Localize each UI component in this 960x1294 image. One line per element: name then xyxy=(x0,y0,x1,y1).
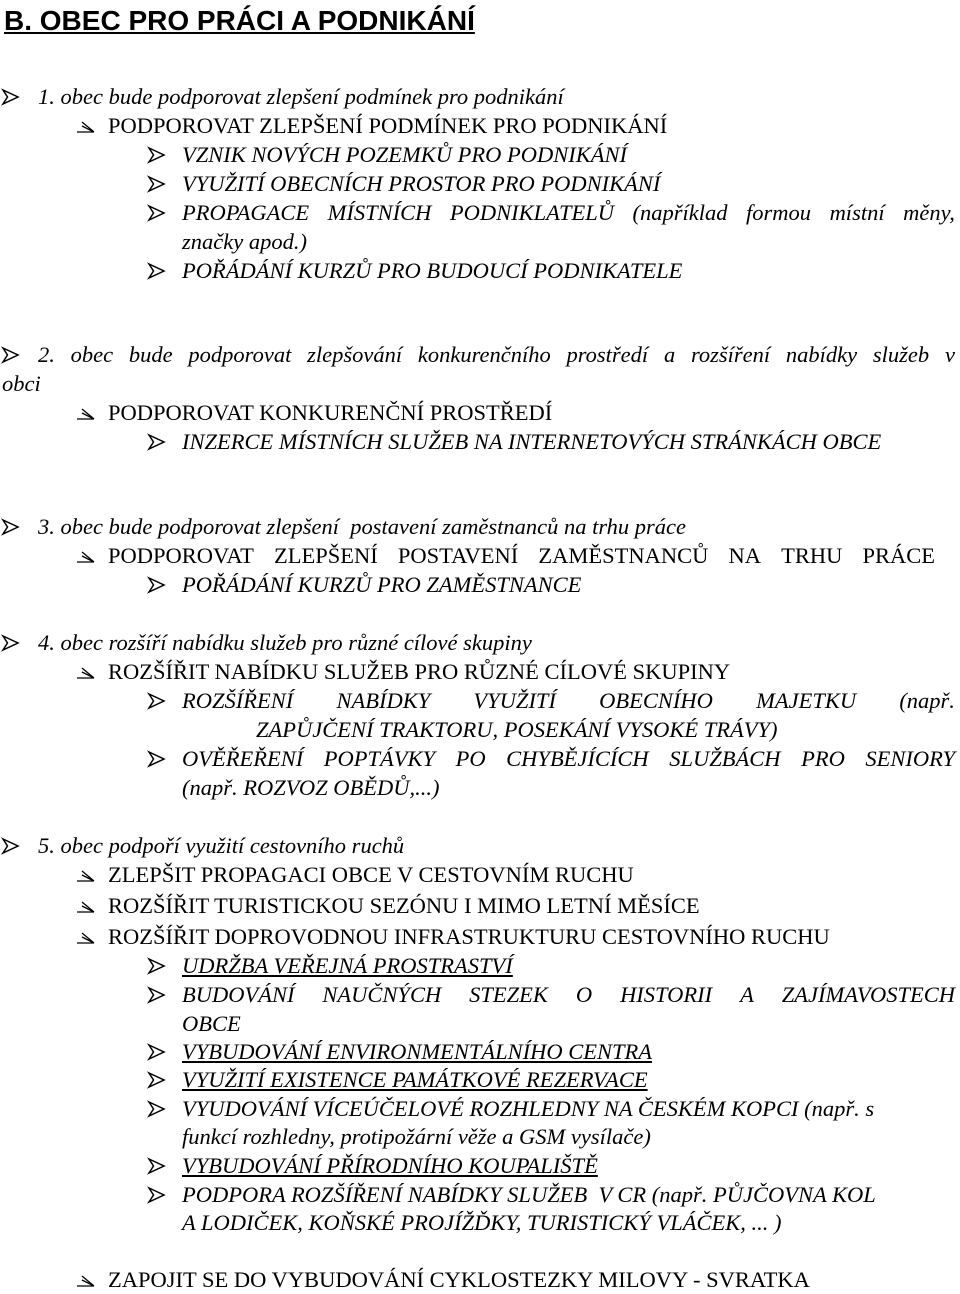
activity-5-3: VYBUDOVÁNÍ ENVIRONMENTÁLNÍHO CENTRA xyxy=(182,1039,652,1064)
hook-arrow-icon xyxy=(74,547,96,565)
arrowhead-bullet-icon xyxy=(146,433,168,451)
hook-arrow-icon xyxy=(74,117,96,135)
measure-5-2: ROZŠÍŘIT TURISTICKOU SEZÓNU I MIMO LETNÍ MĚSÍCE xyxy=(108,893,700,918)
arrowhead-bullet-icon xyxy=(0,88,22,106)
arrowhead-bullet-icon xyxy=(146,204,168,222)
arrowhead-bullet-icon xyxy=(146,692,168,710)
arrowhead-bullet-icon xyxy=(146,1071,168,1089)
arrowhead-bullet-icon xyxy=(146,1157,168,1175)
arrowhead-bullet-icon xyxy=(146,1100,168,1118)
activity-5-2-continuation: OBCE xyxy=(182,1011,241,1036)
hook-arrow-icon xyxy=(74,404,96,422)
activity-1-3: PROPAGACE MÍSTNÍCH PODNIKLATELŮ (například formou místní měny, xyxy=(182,200,955,225)
arrowhead-bullet-icon xyxy=(146,1043,168,1061)
measure-5-3: ROZŠÍŘIT DOPROVODNOU INFRASTRUKTURU CESTOVNÍHO RUCHU xyxy=(108,924,830,949)
activity-4-2-continuation: (např. ROZVOZ OBĚDŮ,...) xyxy=(182,775,440,800)
page-title: B. OBEC PRO PRÁCI A PODNIKÁNÍ xyxy=(4,5,475,36)
goal-3: 3. obec bude podporovat zlepšení postavení zaměstnanců na trhu práce xyxy=(38,514,687,539)
activity-5-4: VYUŽITÍ EXISTENCE PAMÁTKOVÉ REZERVACE xyxy=(182,1067,648,1092)
measure-4: ROZŠÍŘIT NABÍDKU SLUŽEB PRO RŮZNÉ CÍLOVÉ SKUPINY xyxy=(108,659,731,684)
goal-1: 1. obec bude podporovat zlepšení podmínek pro podnikání xyxy=(38,84,564,109)
arrowhead-bullet-icon xyxy=(0,518,22,536)
measure-5-1: ZLEPŠIT PROPAGACI OBCE V CESTOVNÍM RUCHU xyxy=(108,862,634,887)
activity-5-6: VYBUDOVÁNÍ PŘÍRODNÍHO KOUPALIŠTĚ xyxy=(182,1153,598,1178)
arrowhead-bullet-icon xyxy=(146,175,168,193)
activity-5-7: PODPORA ROZŠÍŘENÍ NABÍDKY SLUŽEB V CR (např. PŮJČOVNA KOL xyxy=(182,1182,876,1207)
arrowhead-bullet-icon xyxy=(0,837,22,855)
activity-5-1: UDRŽBA VEŘEJNÁ PROSTRASTVÍ xyxy=(182,953,513,978)
hook-arrow-icon xyxy=(74,897,96,915)
measure-3: PODPOROVAT ZLEPŠENÍ POSTAVENÍ ZAMĚSTNANCŮ NA TRHU PRÁCE xyxy=(108,543,935,568)
hook-arrow-icon xyxy=(74,866,96,884)
hook-arrow-icon xyxy=(74,1271,96,1289)
goal-4: 4. obec rozšíří nabídku služeb pro různé cílové skupiny xyxy=(38,630,532,655)
measure-5-4: ZAPOJIT SE DO VYBUDOVÁNÍ CYKLOSTEZKY MILOVY - SVRATKA xyxy=(108,1267,810,1292)
measure-1: PODPOROVAT ZLEPŠENÍ PODMÍNEK PRO PODNIKÁNÍ xyxy=(108,113,668,138)
arrowhead-bullet-icon xyxy=(146,986,168,1004)
activity-5-5: VYUDOVÁNÍ VÍCEÚČELOVÉ ROZHLEDNY NA ČESKÉM KOPCI (např. s xyxy=(182,1096,875,1121)
activity-1-4: POŘÁDÁNÍ KURZŮ PRO BUDOUCÍ PODNIKATELE xyxy=(182,258,683,283)
activity-4-1: ROZŠÍŘENÍ NABÍDKY VYUŽITÍ OBECNÍHO MAJETKU (např. xyxy=(182,688,955,713)
arrowhead-bullet-icon xyxy=(146,750,168,768)
activity-5-7-continuation: A LODIČEK, KOŇSKÉ PROJÍŽĎKY, TURISTICKÝ VLÁČEK, ... ) xyxy=(182,1210,782,1235)
arrowhead-bullet-icon xyxy=(0,346,22,364)
goal-2: 2. obec bude podporovat zlepšování konkurenčního prostředí a rozšíření nabídky služeb v xyxy=(38,342,955,367)
arrowhead-bullet-icon xyxy=(146,1186,168,1204)
arrowhead-bullet-icon xyxy=(146,262,168,280)
activity-1-3-continuation: značky apod.) xyxy=(182,229,307,254)
activity-5-2: BUDOVÁNÍ NAUČNÝCH STEZEK O HISTORII A ZAJÍMAVOSTECH xyxy=(182,982,955,1007)
activity-1-1: VZNIK NOVÝCH POZEMKŮ PRO PODNIKÁNÍ xyxy=(182,142,628,167)
activity-2-1: INZERCE MÍSTNÍCH SLUŽEB NA INTERNETOVÝCH STRÁNKÁCH OBCE xyxy=(182,429,882,454)
hook-arrow-icon xyxy=(74,928,96,946)
measure-2: PODPOROVAT KONKURENČNÍ PROSTŘEDÍ xyxy=(108,400,553,425)
goal-2-continuation: obci xyxy=(2,371,41,396)
arrowhead-bullet-icon xyxy=(146,957,168,975)
activity-4-2: OVĚŘEŘENÍ POPTÁVKY PO CHYBĚJÍCÍCH SLUŽBÁCH PRO SENIORY xyxy=(182,746,955,771)
arrowhead-bullet-icon xyxy=(0,634,22,652)
arrowhead-bullet-icon xyxy=(146,146,168,164)
activity-5-5-continuation: funkcí rozhledny, protipožární věže a GSM vysílače) xyxy=(182,1124,651,1149)
activity-1-2: VYUŽITÍ OBECNÍCH PROSTOR PRO PODNIKÁNÍ xyxy=(182,171,661,196)
activity-4-1-continuation: ZAPŮJČENÍ TRAKTORU, POSEKÁNÍ VYSOKÉ TRÁVY) xyxy=(256,717,778,742)
activity-3-1: POŘÁDÁNÍ KURZŮ PRO ZAMĚSTNANCE xyxy=(182,572,582,597)
arrowhead-bullet-icon xyxy=(146,576,168,594)
goal-5: 5. obec podpoří využití cestovního ruchů xyxy=(38,833,405,858)
hook-arrow-icon xyxy=(74,663,96,681)
